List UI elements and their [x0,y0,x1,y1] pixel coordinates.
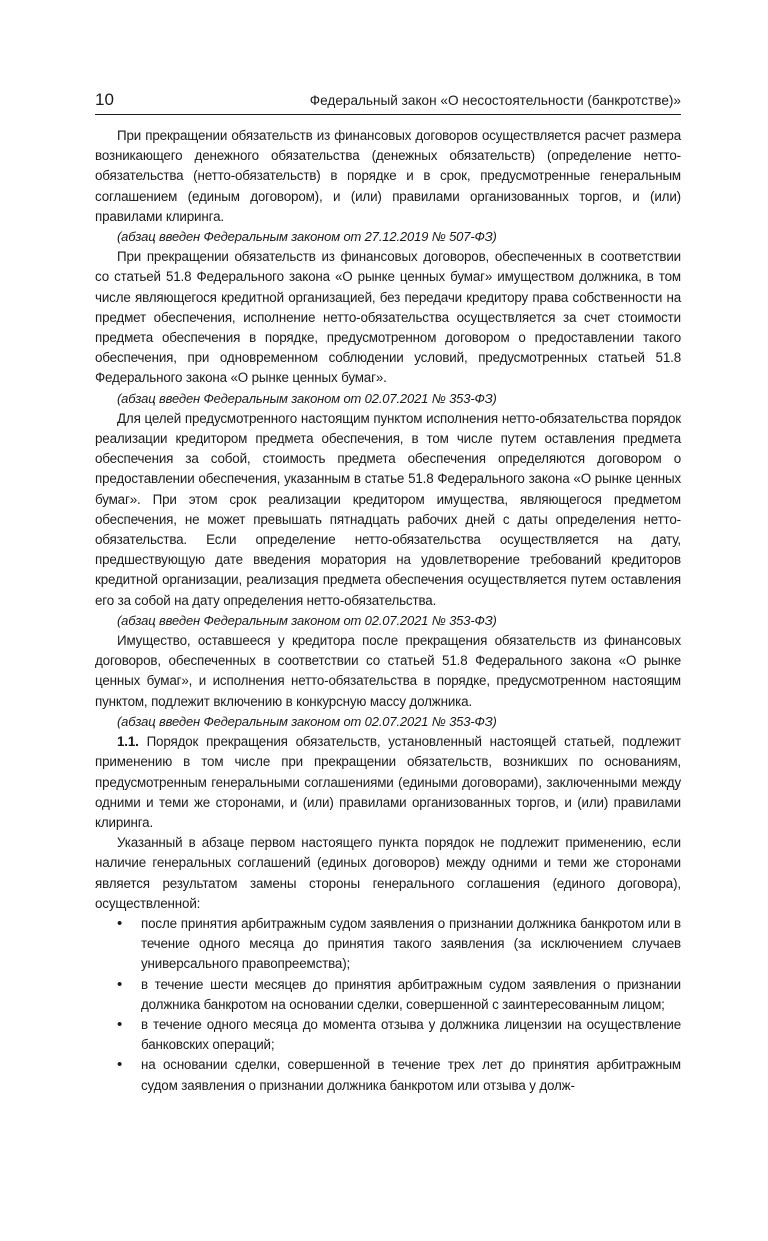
amendment-note: (абзац введен Федеральным законом от 02.07.2021 № 353-ФЗ) [117,713,497,729]
paragraph: Имущество, оставшееся у кредитора после прекращения обязательств из финансовых договоров, обеспеченных в соответствии со статьей 51.8 Федерального закона «О рынке ценных бумаг», и исполнения нетто-обязательства в порядке, предусмотренном настоящим пунктом, подлежит включению в конкурсную массу должника. [95,633,681,709]
clause-1-1 [95,732,681,833]
page-body [95,126,681,1096]
bullet-icon: • [117,1015,123,1033]
header-rule [95,114,681,115]
clause-text: Порядок прекращения обязательств, установленный настоящей статьей, подлежит применению в том числе при прекращении обязательств, возникших по основаниям, предусмотренным генеральными соглашениями (едиными договорами), заключенными между одними и теми же сторонами, и (или) правилами организованных торгов, и (или) правилами клиринга. [95,734,681,830]
running-title: Федеральный закон «О несостоятельности (банкротстве)» [309,93,681,108]
paragraph: При прекращении обязательств из финансовых договоров осуществляется расчет размера возникающего денежного обязательства (денежных обязательств) (определение нетто-обязательства (нетто-обязательств) в порядке и в срок, предусмотренные генеральным соглашением (единым договором), и (или) правилами организованных торгов, и (или) правилами клиринга. [95,128,681,224]
page-header [95,90,681,112]
paragraph: При прекращении обязательств из финансовых договоров, обеспеченных в соответствии со статьей 51.8 Федерального закона «О рынке ценных бумаг» имуществом должника, в том числе являющегося кредитной организацией, без передачи кредитору права собственности на предмет обеспечения, исполнение нетто-обязательства осуществляется за счет стоимости предмета обеспечения в порядке, предусмотренном договором о предоставлении такого обеспечения, при одновременном соблюдении условий, предусмотренных статьей 51.8 Федерального закона «О рынке ценных бумаг». [95,249,681,386]
page-number: 10 [95,90,114,109]
amendment-note: (абзац введен Федеральным законом от 27.12.2019 № 507-ФЗ) [117,229,497,245]
bullet-icon: • [117,914,123,932]
list-item [95,1015,681,1055]
bullet-icon: • [117,1056,123,1074]
amendment-note: (абзац введен Федеральным законом от 02.07.2021 № 353-ФЗ) [117,390,497,406]
paragraph: Для целей предусмотренного настоящим пунктом исполнения нетто-обязательства порядок реализации кредитором предмета обеспечения, в том числе путем оставления предмета обеспечения за собой, стоимость предмета обеспечения определяются договором о предоставлении обеспечения, указанным в статье 51.8 Федерального закона «О рынке ценных бумаг». При этом срок реализации кредитором имущества, являющегося предметом обеспечения, не может превышать пятнадцать рабочих дней с даты определения нетто-обязательства. Если определение нетто-обязательства осуществляется на дату, предшествующую дате введения моратория на удовлетворение требований кредиторов кредитной организации, реализация предмета обеспечения осуществляется путем оставления его за собой на дату определения нетто-обязательства. [95,410,681,608]
list-item-text: после принятия арбитражным судом заявления о признании должника банкротом или в течение одного месяца до принятия такого заявления (за исключением случаев универсального правопреемства); [141,915,681,972]
section-number: 1.1. [117,734,139,750]
list-item-text: в течение шести месяцев до принятия арбитражным судом заявления о признании должника банкротом на основании сделки, совершенной с заинтересованным лицом; [141,976,681,1012]
amendment-note: (абзац введен Федеральным законом от 02.07.2021 № 353-ФЗ) [117,612,497,628]
bullet-list [95,914,681,1096]
list-item-text: в течение одного месяца до момента отзыва у должника лицензии на осуществление банковских операций; [141,1016,681,1053]
list-item [95,914,681,975]
list-item [95,975,681,1015]
list-item-text: на основании сделки, совершенной в течение трех лет до принятия арбитражным судом заявления о признании должника банкротом или отзыва у долж- [141,1057,681,1093]
list-item [95,1055,681,1095]
paragraph: Указанный в абзаце первом настоящего пункта порядок не подлежит применению, если наличие генеральных соглашений (единых договоров) между одними и теми же сторонами является результатом замены стороны генерального соглашения (единого договора), осуществленной: [95,835,681,911]
bullet-icon: • [117,975,123,993]
